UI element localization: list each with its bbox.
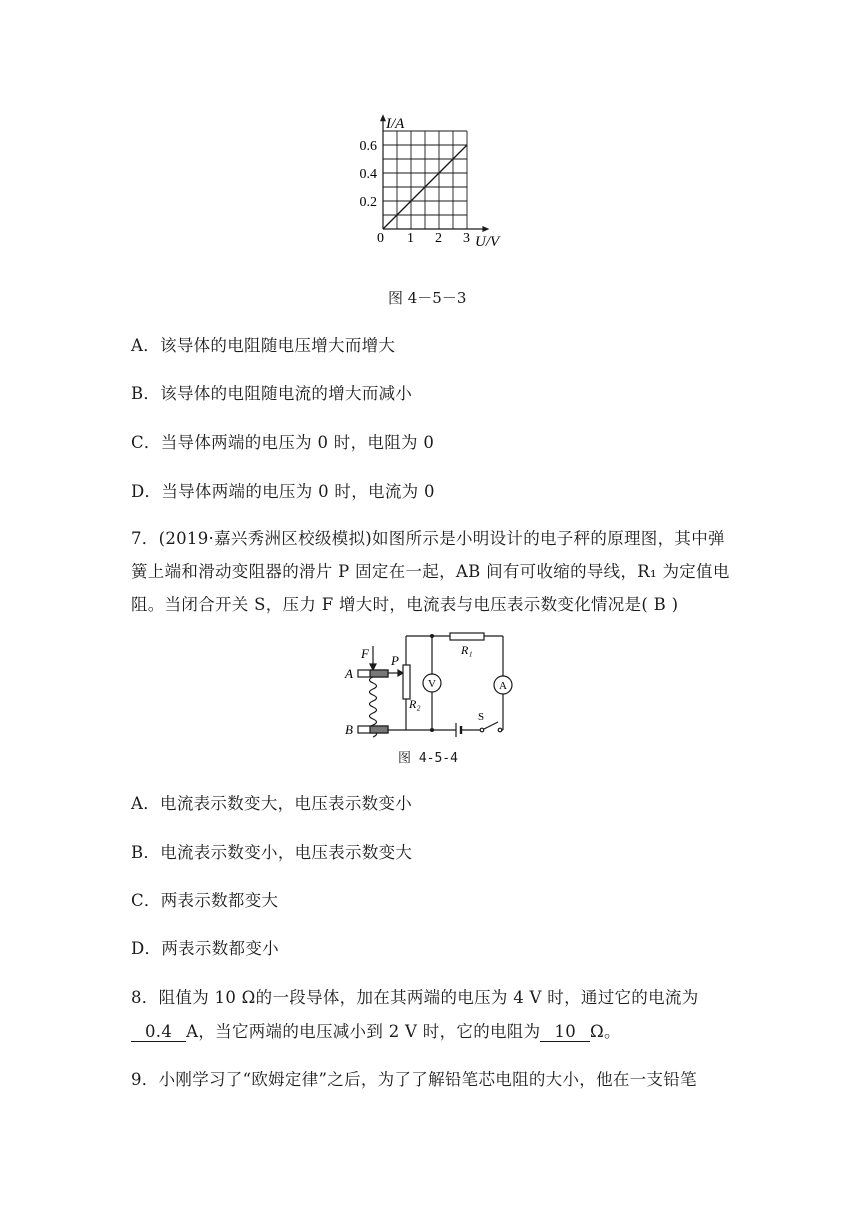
q9-text-line1: 9．小刚学习了“欧姆定律”之后，为了了解铅笔芯电阻的大小，他在一支铅笔 — [131, 1070, 697, 1089]
q6-option-a: A．该导体的电阻随电压增大而增大 — [131, 336, 396, 355]
x-axis-label: U/V — [475, 234, 500, 248]
iu-graph — [340, 108, 510, 248]
q7-option-a: A．电流表示数变大，电压表示数变小 — [131, 794, 413, 813]
label-switch: S — [478, 711, 485, 723]
q7-text-line2: 簧上端和滑动变阻器的滑片 P 固定在一起，AB 间有可收缩的导线，R₁ 为定值电 — [131, 562, 730, 581]
x-tick-label: 2 — [435, 231, 442, 246]
q8-text-line2 — [131, 1018, 621, 1042]
figure-caption-4-5-4: 图 4-5-4 — [398, 751, 458, 766]
label-r1: R₁ — [461, 643, 473, 657]
label-slider: P — [391, 653, 399, 668]
figure-caption-4-5-3: 图 4－5－3 — [388, 289, 467, 307]
label-r2: R₂ — [409, 697, 421, 711]
origin-label: 0 — [377, 231, 384, 246]
label-plate-b: B — [345, 722, 353, 737]
q6-option-d: D．当导体两端的电压为 0 时，电流为 0 — [131, 482, 435, 501]
q8-answer-resistance: 10 — [540, 1023, 590, 1042]
y-tick-label: 0.6 — [359, 139, 377, 154]
q8-text-mid: A，当它两端的电压减小到 2 V 时，它的电阻为 — [186, 1022, 541, 1041]
y-axis-label: I/A — [386, 116, 405, 132]
x-tick-label: 1 — [407, 231, 414, 246]
scale-circuit-diagram — [340, 632, 530, 744]
voltmeter-symbol: V — [428, 678, 436, 690]
q8-text-end: Ω。 — [590, 1022, 621, 1041]
q7-option-d: D．两表示数都变小 — [131, 939, 279, 958]
graph-grid — [383, 131, 467, 229]
q6-option-b: B．该导体的电阻随电流的增大而减小 — [131, 384, 413, 403]
x-tick-label: 3 — [463, 231, 470, 246]
label-plate-a: A — [345, 666, 353, 681]
q8-text-line1: 8．阻值为 10 Ω的一段导体，加在其两端的电压为 4 V 时，通过它的电流为 — [131, 988, 699, 1007]
y-tick-label: 0.4 — [359, 167, 377, 182]
x-axis-arrow — [482, 226, 489, 232]
q7-text-line3: 阻。当闭合开关 S，压力 F 增大时，电流表与电压表示数变化情况是( B ) — [131, 595, 679, 614]
q8-answer-current: 0.4 — [131, 1023, 186, 1042]
ammeter-symbol: A — [499, 680, 507, 692]
q6-option-c: C．当导体两端的电压为 0 时，电阻为 0 — [131, 433, 435, 452]
q7-text-line1: 7．(2019·嘉兴秀洲区校级模拟)如图所示是小明设计的电子秤的原理图，其中弹 — [131, 529, 725, 548]
label-force: F — [361, 646, 369, 661]
y-tick-label: 0.2 — [359, 195, 377, 210]
q7-option-b: B．电流表示数变小，电压表示数变大 — [131, 843, 413, 862]
q7-option-c: C．两表示数都变大 — [131, 891, 279, 910]
